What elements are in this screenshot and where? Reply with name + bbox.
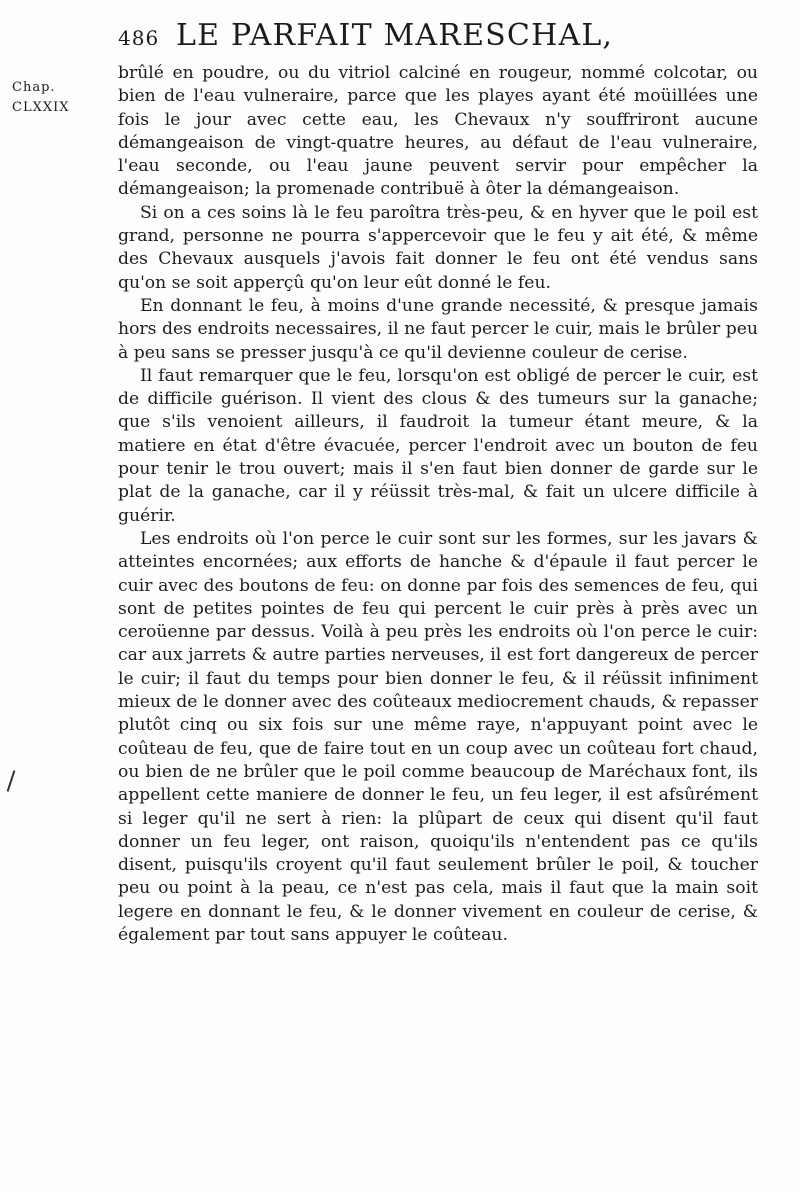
paragraph-continuation: brûlé en poudre, ou du vitriol calciné en rougeur, nommé colcotar, ou bien de l'eau vulneraire, parce que les playes ayant été moüillées une fois le jour avec cette eau, les Chevaux n'y souffriront aucune démangeaison de vingt-quatre heures, au défaut de l'eau vulneraire, l'eau seconde, ou l'eau jaune peuvent servir pour empêcher la démangeaison; la promenade contribuë à ôter la démangeaison.: [118, 63, 758, 200]
page-number: 486: [118, 26, 160, 50]
paragraph: Il faut remarquer que le feu, lorsqu'on est obligé de percer le cuir, est de difficile guérison. Il vient des clous & des tumeurs sur la ganache; que s'ils venoient ailleurs, il faudroit la tumeur étant meure, & la matiere en état d'être évacuée, percer l'endroit avec un bouton de feu pour tenir le trou ouvert; mais il s'en faut bien donner de garde sur le plat de la ganache, car il y réüssit très-mal, & fait un ulcere difficile à guérir.: [118, 365, 758, 526]
paragraph: En donnant le feu, à moins d'une grande necessité, & presque jamais hors des endroits necessaires, il ne faut percer le cuir, mais le brûler peu à peu sans se presser jusqu'à ce qu'il devienne couleur de cerise.: [118, 295, 758, 363]
paragraph: Si on a ces soins là le feu paroîtra très-peu, & en hyver que le poil est grand, personne ne pourra s'appercevoir que le feu y ait été, & même des Chevaux ausquels j'avois fait donner le feu ont été vendus sans qu'on se soit apperçû qu'on leur eût donné le feu.: [118, 202, 758, 293]
page-header: [118, 14, 718, 54]
margin-pen-mark: [7, 770, 16, 792]
chapter-margin-note: [12, 78, 82, 118]
body-text: [118, 62, 758, 947]
paragraph: Les endroits où l'on perce le cuir sont sur les formes, sur les javars & atteintes encornées; aux efforts de hanche & d'épaule il faut percer le cuir avec des boutons de feu: on donne par fois des semences de feu, qui sont de petites pointes de feu qui percent le cuir près à près avec un ceroüenne par dessus. Voilà à peu près les endroits où l'on perce le cuir: car aux jarrets & autre parties nerveuses, il est fort dangereux de percer le cuir; il faut du temps pour bien donner le feu, & il réüssit infiniment mieux de le donner avec des coûteaux mediocrement chauds, & repasser plutôt cinq ou six fois sur une même raye, n'appuyant point avec le coûteau de feu, que de faire tout en un coup avec un coûteau fort chaud, ou bien de ne brûler que le poil comme beaucoup de Maréchaux font, ils appellent cette maniere de donner le feu, un feu leger, il est afsûrément si leger qu'il ne sert à rien: la plûpart de ceux qui disent qu'il faut donner un feu leger, ont raison, quoiqu'ils n'entendent pas ce qu'ils disent, puisqu'ils croyent qu'il faut seulement brûler le poil, & toucher peu ou point à la peau, ce n'est pas cela, mais il faut que la main soit legere en donnant le feu, & le donner vivement en couleur de cerise, & également par tout sans appuyer le coûteau.: [118, 528, 758, 945]
chapter-label: Chap.: [12, 80, 56, 95]
chapter-number: CLXXIX: [12, 100, 70, 115]
running-title: LE PARFAIT MARESCHAL,: [176, 18, 614, 53]
